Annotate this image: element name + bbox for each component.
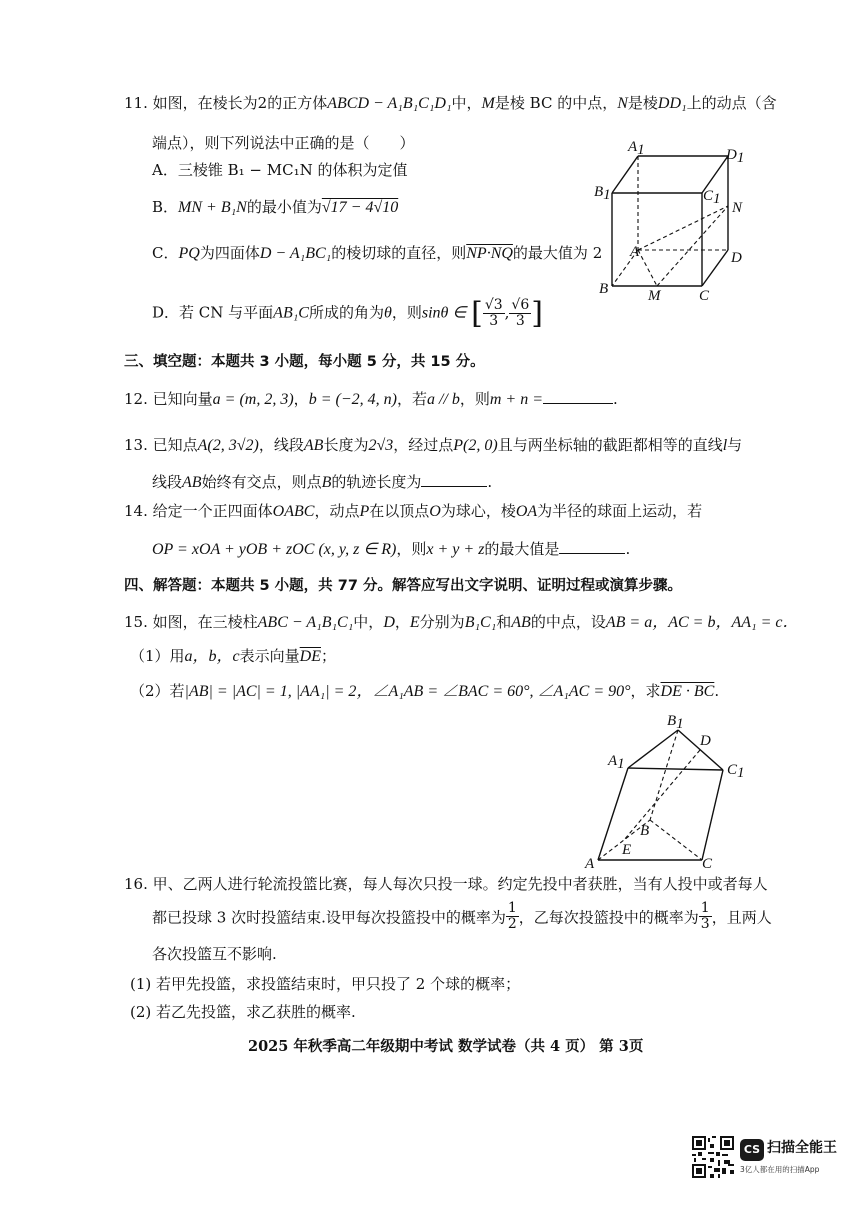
q11-option-d: D．若 CN 与平面AB₁C所成的角为θ，则sinθ ∈ [ $\frac{√3}{3}$ , $\frac{√6}{3}$ ] xyxy=(152,296,543,331)
section-3-heading: 三、填空题：本题共 3 小题，每小题 5 分，共 15 分。 xyxy=(124,354,485,370)
label-D: D xyxy=(700,733,711,749)
label-D: D xyxy=(731,250,742,266)
q11-line1: 11. 如图，在棱长为2的正方体ABCD − A₁B₁C₁D₁中，M是棱 BC 的中点，N是棱DD₁上的动点（含 xyxy=(124,94,777,112)
q16-line1: 16. 甲、乙两人进行轮流投篮比赛，每人每次只投一球。约定先投中者获胜，当有人投中或者每人 xyxy=(124,875,768,893)
prob-yi: $\frac{1}{3}$ xyxy=(700,900,710,933)
q13-line2: 线段AB始终有交点，则点B的轨迹长度为 . xyxy=(152,473,493,491)
label-N: N xyxy=(732,200,743,216)
q14-line2: OP = xOA + yOB + zOC (x, y, z ∈ R)，则x + y + z的最大值是 . xyxy=(152,540,631,558)
label-A: A xyxy=(585,856,595,872)
q14-answer-blank[interactable] xyxy=(559,539,625,554)
q11-line2: 端点），则下列说法中正确的是（ ） xyxy=(152,134,415,152)
label-B: B xyxy=(599,281,609,297)
camscanner-logo-icon: CS xyxy=(740,1139,764,1161)
sin-upper-bound: $\frac{√6}{3}$ xyxy=(511,296,530,329)
page-footer: 2025 年秋季高二年级期中考试 数学试卷（共 4 页） 第 3页 xyxy=(248,1038,644,1055)
label-B: B xyxy=(640,823,650,839)
q15-part2: （2）若|AB| = |AC| = 1, |AA₁| = 2，∠A₁AB = ∠BAC = 60°, ∠A₁AC = 90°，求DE · BC. xyxy=(130,682,720,700)
label-B1: B1 xyxy=(594,184,611,203)
section-4-heading: 四、解答题：本题共 5 小题，共 77 分。解答应写出文字说明、证明过程或演算步骤。 xyxy=(124,578,682,594)
q13-line1: 13. 已知点A(2, 3√2)，线段AB长度为2√3，经过点P(2, 0)且与两坐标轴的截距都相等的直线l与 xyxy=(124,436,743,454)
qr-code-icon xyxy=(692,1136,734,1178)
q15-part1: （1）用a，b，c表示向量$\overline{DE}$； xyxy=(130,647,337,665)
label-C1: C1 xyxy=(727,762,745,781)
label-C1: C1 xyxy=(703,188,721,207)
label-A1: A1 xyxy=(628,139,645,158)
prism-figure xyxy=(580,708,755,873)
q11-option-a: A．三棱锥 B₁ − MC₁N 的体积为定值 xyxy=(152,161,408,179)
q11-option-c: C．PQ为四面体D − A₁BC₁的棱切球的直径，则NP·NQ的最大值为 2 xyxy=(152,244,603,262)
q16-part2: (2) 若乙先投篮，求乙获胜的概率. xyxy=(130,1003,356,1021)
q16-line2: 都已投球 3 次时投篮结束.设甲每次投篮投中的概率为 $\frac{1}{2}$ ，乙每次投篮投中的概率为 $\frac{1}{3}$ ，且两人 xyxy=(152,900,772,933)
sin-lower-bound: $\frac{√3}{3}$ xyxy=(484,296,503,329)
q13-answer-blank[interactable] xyxy=(421,472,487,487)
q14-line1: 14. 给定一个正四面体OABC，动点P在以顶点O为球心，棱OA为半径的球面上运动，若 xyxy=(124,502,703,520)
q11-number: 11. xyxy=(124,94,148,112)
label-A1: A1 xyxy=(608,753,625,772)
q15-stem: 15. 如图，在三棱柱ABC − A₁B₁C₁中，D，E分别为B₁C₁和AB的中点，设AB = a，AC = b，AA₁ = c． xyxy=(124,613,799,631)
label-D1: D1 xyxy=(726,147,745,166)
label-A: A xyxy=(630,244,640,260)
label-C: C xyxy=(702,856,713,872)
prob-jia: $\frac{1}{2}$ xyxy=(507,900,517,933)
q11-option-b: B．MN + B₁N的最小值为√17 − 4√10 xyxy=(152,198,399,216)
q12: 12. 已知向量a = (m, 2, 3)，b = (−2, 4, n)，若a // b，则m + n = . xyxy=(124,390,618,408)
label-C: C xyxy=(699,288,710,304)
label-B1: B1 xyxy=(667,713,684,732)
q16-part1: (1) 若甲先投篮，求投篮结束时，甲只投了 2 个球的概率； xyxy=(130,975,521,993)
camscanner-subtitle: 3亿人都在用的扫描App xyxy=(740,1165,820,1174)
label-E: E xyxy=(622,842,632,858)
label-M: M xyxy=(648,288,661,304)
cube-figure xyxy=(590,138,750,306)
q16-line3: 各次投篮互不影响. xyxy=(152,945,277,963)
q12-answer-blank[interactable] xyxy=(543,389,613,404)
camscanner-title: 扫描全能王 xyxy=(767,1140,837,1156)
